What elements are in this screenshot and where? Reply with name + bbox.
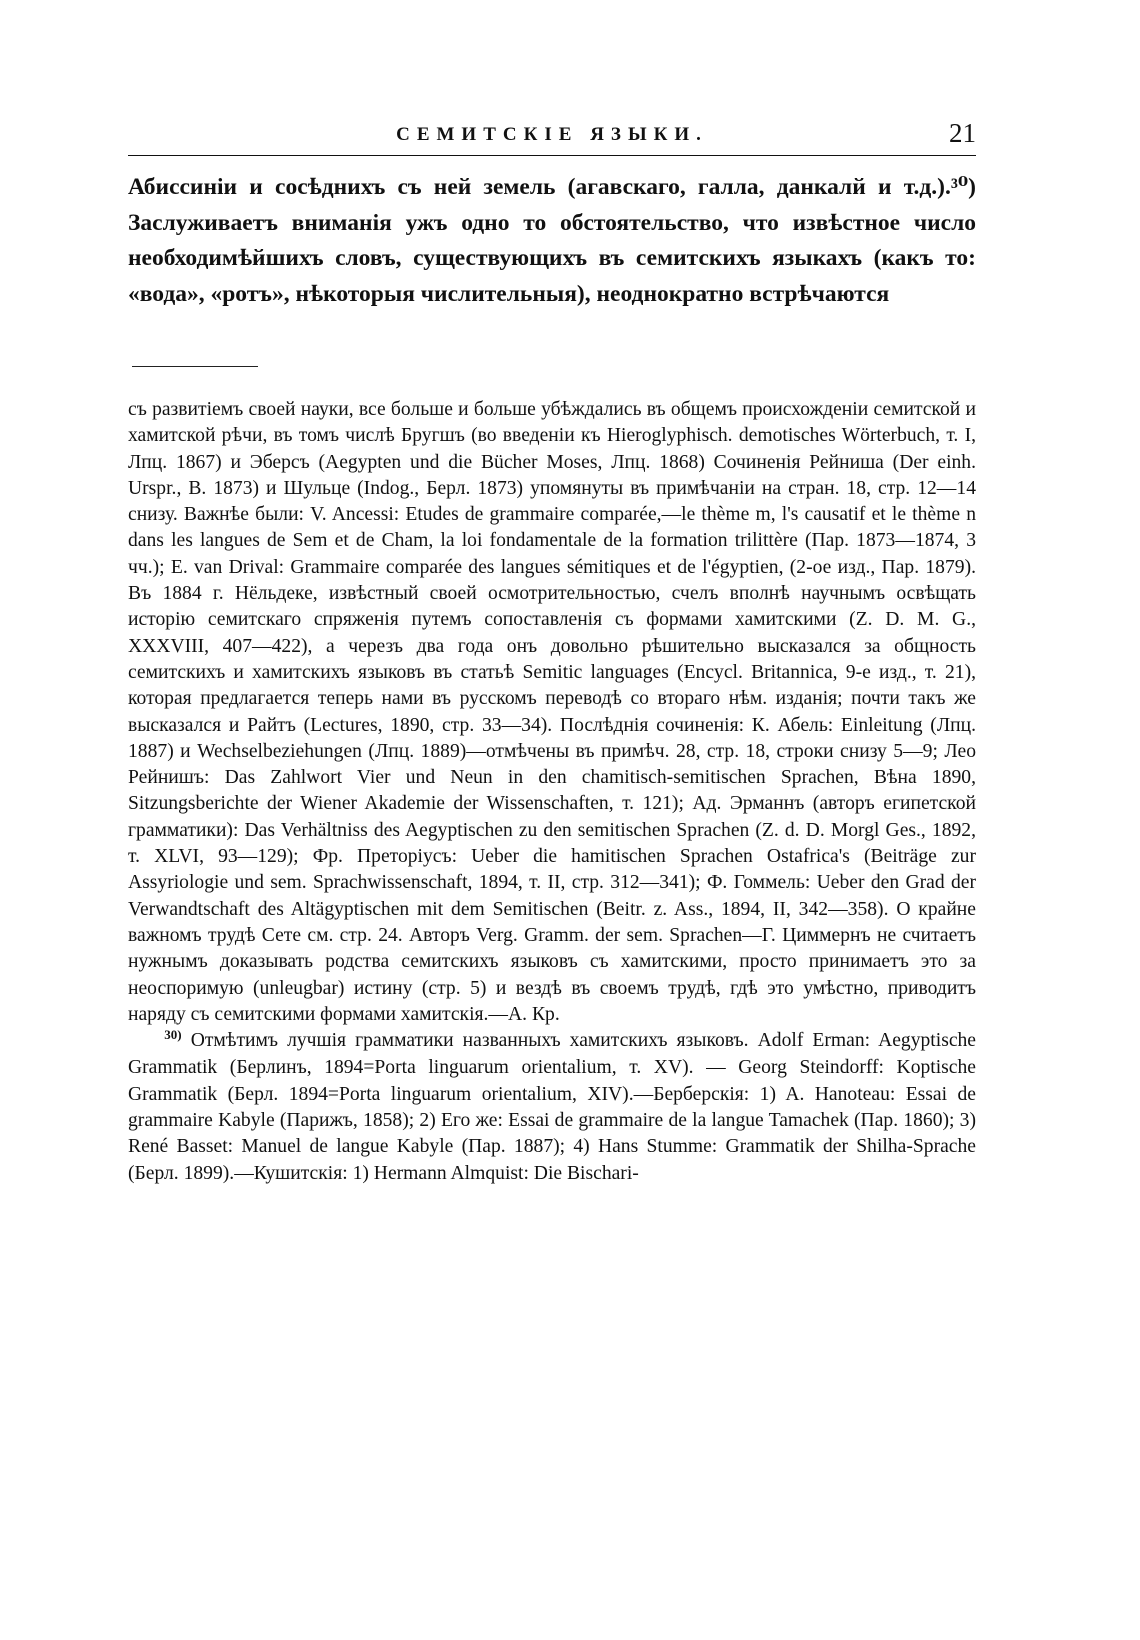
page-number: 21 xyxy=(949,118,976,148)
main-text xyxy=(128,170,976,312)
main-paragraph: Абиссиніи и сосѣднихъ съ ней земель (агавскаго, галла, данкалй и т.д.).³⁰) Заслуживаетъ вниманія ужъ одно то обстоятельство, что извѣстное число необходимѣйшихъ словъ, существующихъ въ семитскихъ языкахъ (какъ то: «вода», «ротъ», нѣкоторыя числительныя), неоднократно встрѣчаются xyxy=(128,174,976,307)
footnote-30-text: Отмѣтимъ лучшія грамматики названныхъ хамитскихъ языковъ. Adolf Erman: Aegyptische Grammatik (Берлинъ, 1894=Porta linguarum orientalium, т. XV). — Georg Steindorff: Koptische Grammatik (Берл. 1894=Porta linguarum orientalium, XIV).—Берберскія: 1) A. Hanoteau: Essai de grammaire Kabyle (Парижъ, 1858); 2) Его же: Essai de grammaire de la langue Tamachek (Пар. 1860); 3) René Basset: Manuel de langue Kabyle (Пар. 1887); 4) Hans Stumme: Grammatik der Shilha-Sprache (Берл. 1899).—Кушитскія: 1) Hermann Almquist: Die Bischari- xyxy=(128,1030,977,1184)
running-title: СЕМИТСКІЕ ЯЗЫКИ. xyxy=(396,124,708,145)
footnote-separator xyxy=(132,366,258,367)
footnote-continuation: съ развитіемъ своей науки, все больше и больше убѣждались въ общемъ происхожденіи семитской и хамитской рѣчи, въ томъ числѣ Бругшъ (во введеніи къ Hieroglyphisch. demotisches Wörterbuch, т. I, Лпц. 1867) и Эберсъ (Aegypten und die Bücher Moses, Лпц. 1868) Сочиненія Рейнишa (Der einh. Urspr., В. 1873) и Шульце (Indog., Берл. 1873) упомянуты въ примѣчаніи на стран. 18, стр. 12—14 снизу. Важнѣе были: V. Ancessi: Etudes de grammaire comparée,—le thème m, l's causatif et le thème n dans les langues de Sem et de Cham, la loi fondamentale de la formation trilittère (Пар. 1873—1874, 3 чч.); E. van Drival: Grammaire comparée des langues sémitiques et de l'égyptien, (2-ое изд., Пар. 1879). Въ 1884 г. Нёльдеке, извѣстный своей осмотрительностью, счелъ вполнѣ научнымъ освѣщать исторію семитскаго спряженія путемъ сопоставленія съ формами хамитскими (Z. D. M. G., XXXVIII, 407—422), а черезъ два года онъ довольно рѣшительно высказался за общность семитскихъ и хамитскихъ языковъ въ статьѣ Semitic languages (Encycl. Britannica, 9-е изд., т. 21), которая предлагается теперь нами въ русскомъ переводѣ со втораго нѣм. изданія; почти такъ же высказался и Райтъ (Lectures, 1890, стр. 33—34). Послѣднія сочиненія: К. Абель: Einleitung (Лпц. 1887) и Wechselbeziehungen (Лпц. 1889)—отмѣчены въ примѣч. 28, стр. 18, строки снизу 5—9; Лео Рейнишъ: Das Zahlwort Vier und Neun in den chamitisch-semitischen Sprachen, Вѣна 1890, Sitzungsberichte der Wiener Akademie der Wissenschaften, т. 121); Ад. Эрманнъ (авторъ египетской грамматики): Das Verhältniss des Aegyptischen zu den semitischen Sprachen (Z. d. D. Morgl Ges., 1892, т. XLVI, 93—129); Фр. Преторіусъ: Ueber die hamitischen Sprachen Ostafrica's (Beiträge zur Assyriologie und sem. Sprachwissenschaft, 1894, т. II, стр. 312—341); Ф. Гоммель: Ueber den Grad der Verwandtschaft des Altägyptischen mit dem Semitischen (Beitr. z. Ass., 1894, II, 342—358). О крайне важномъ трудѣ Сете см. стр. 24. Авторъ Verg. Gramm. der sem. Sprachen—Г. Циммернъ не считаетъ нужнымъ доказывать родства семитскихъ языковъ съ хамитскими, просто принимаетъ это за неоспоримую (unleugbar) истину (стр. 5) и вездѣ въ своемъ трудѣ, гдѣ это умѣстно, приводитъ наряду съ семитскими формами хамитскія.—А. Кр. xyxy=(128,399,976,1025)
footnote-number: 30) xyxy=(164,1027,182,1043)
header-rule xyxy=(128,155,976,156)
page-header xyxy=(128,112,976,156)
footnote-30 xyxy=(128,1028,976,1187)
footnotes xyxy=(128,397,976,1187)
